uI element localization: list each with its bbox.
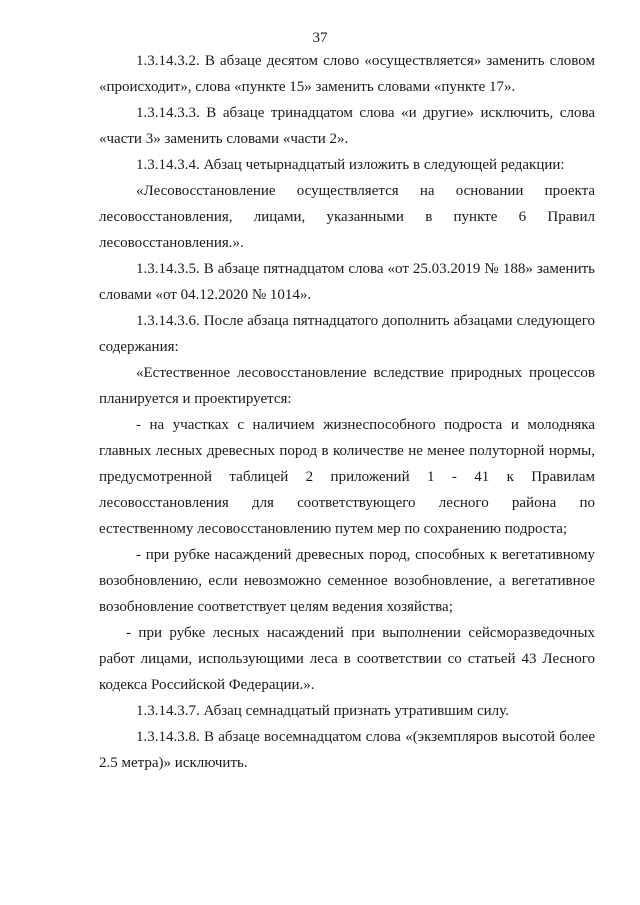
document-body [99, 48, 595, 776]
paragraph-1-3-14-3-2: 1.3.14.3.2. В абзаце десятом слово «осуществляется» заменить словом «происходит», слова «пункте 15» заменить словами «пункте 17». [99, 53, 595, 95]
quoted-paragraph-natural-reforestation: «Естественное лесовосстановление вследствие природных процессов планируется и проектируется: [99, 365, 595, 407]
list-item-seismic-works: - при рубке лесных насаждений при выполнении сейсморазведочных работ лицами, использующими леса в соответствии со статьей 43 Лесного кодекса Российской Федерации.». [99, 625, 595, 693]
paragraph-1-3-14-3-4: 1.3.14.3.4. Абзац четырнадцатый изложить в следующей редакции: [136, 157, 565, 173]
paragraph-1-3-14-3-5: 1.3.14.3.5. В абзаце пятнадцатом слова «от 25.03.2019 № 188» заменить словами «от 04.12.2020 № 1014». [99, 261, 595, 303]
paragraph-1-3-14-3-6: 1.3.14.3.6. После абзаца пятнадцатого дополнить абзацами следующего содержания: [99, 313, 595, 355]
paragraph-1-3-14-3-7: 1.3.14.3.7. Абзац семнадцатый признать утратившим силу. [136, 703, 509, 719]
paragraph-1-3-14-3-3: 1.3.14.3.3. В абзаце тринадцатом слова «и другие» исключить, слова «части 3» заменить словами «части 2». [99, 105, 595, 147]
paragraph-1-3-14-3-8: 1.3.14.3.8. В абзаце восемнадцатом слова «(экземпляров высотой более 2.5 метра)» исключить. [99, 729, 595, 771]
quoted-paragraph-reforestation: «Лесовосстановление осуществляется на основании проекта лесовосстановления, лицами, указанными в пункте 6 Правил лесовосстановления.». [99, 183, 595, 251]
list-item-undergrowth: - на участках с наличием жизнеспособного подроста и молодняка главных лесных древесных пород в количестве не менее полуторной нормы, предусмотренной таблицей 2 приложений 1 - 41 к Правилам лесовосстановления для соответствующего лесного района по естественному лесовосстановлению путем мер по сохранению подроста; [99, 417, 595, 537]
page-number: 37 [312, 30, 328, 46]
list-item-vegetative-renewal: - при рубке насаждений древесных пород, способных к вегетативному возобновлению, если невозможно семенное возобновление, а вегетативное возобновление соответствует целям ведения хозяйства; [99, 547, 595, 615]
